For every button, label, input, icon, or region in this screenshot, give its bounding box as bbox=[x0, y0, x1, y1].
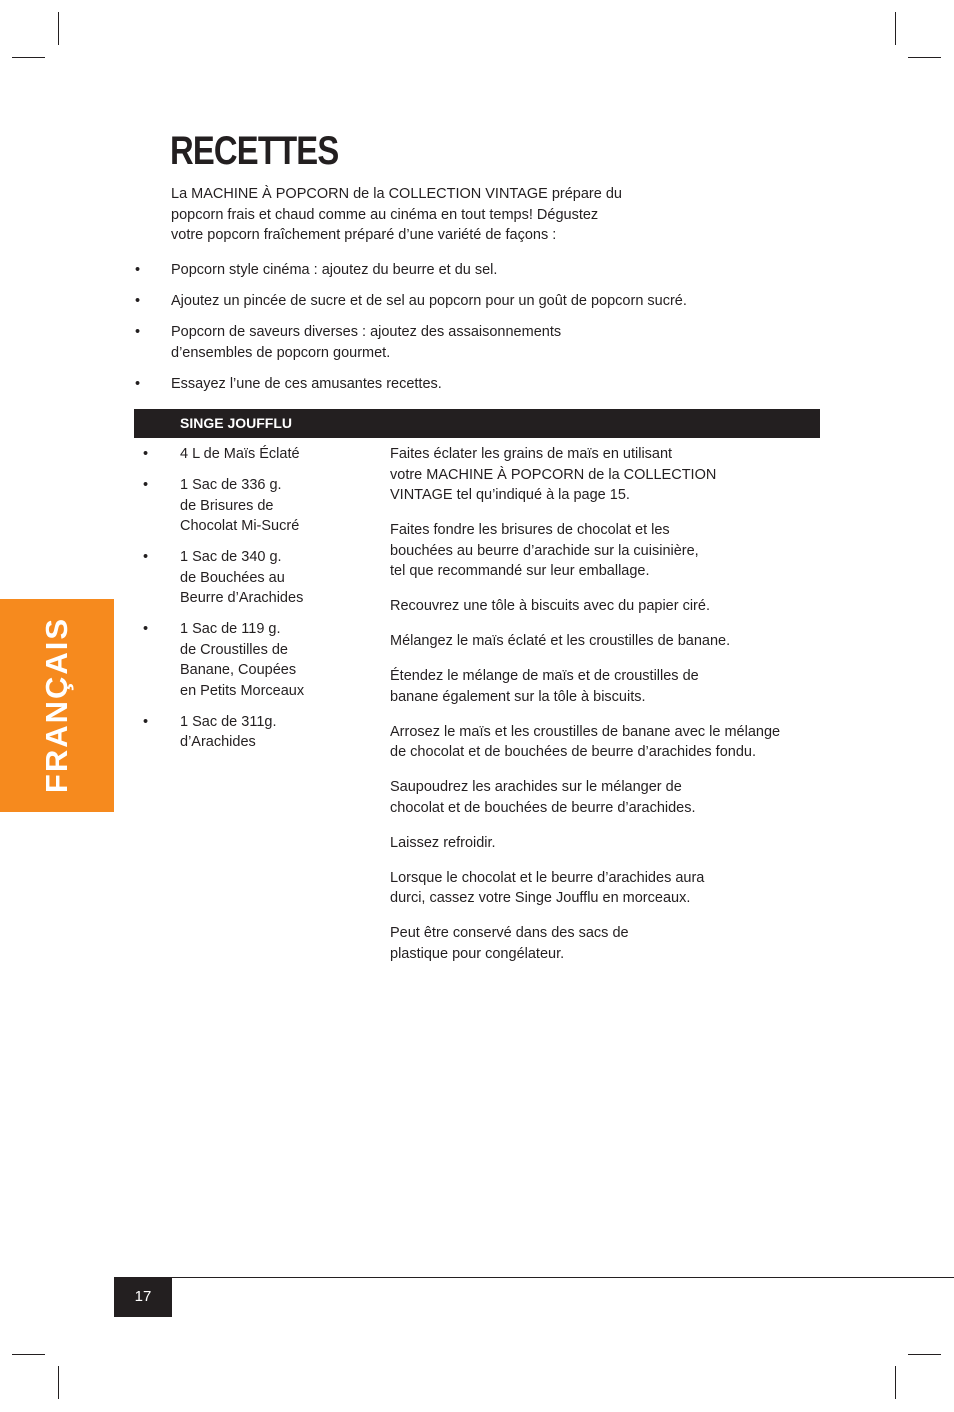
step-text: banane également sur la tôle à biscuits. bbox=[390, 688, 646, 705]
bullet-icon: • bbox=[143, 621, 149, 637]
step-text: Recouvrez une tôle à biscuits avec du papier ciré. bbox=[390, 598, 710, 614]
bullet-icon: • bbox=[143, 446, 149, 462]
bullet-icon: • bbox=[135, 293, 141, 309]
step-paragraph bbox=[390, 777, 820, 818]
tip-item bbox=[0, 374, 900, 395]
step-text: Peut être conservé dans des sacs de bbox=[390, 925, 629, 941]
ingredient-text: de Bouchées au bbox=[180, 569, 285, 586]
bullet-icon: • bbox=[135, 262, 141, 278]
tip-item bbox=[0, 291, 900, 312]
crop-mark bbox=[12, 57, 45, 58]
ingredient-text: d’Arachides bbox=[180, 734, 256, 750]
step-text: Arrosez le maïs et les croustilles de banane avec le mélange bbox=[390, 723, 781, 740]
step-text: de chocolat et de bouchées de beurre d’arachides fondu. bbox=[390, 744, 756, 760]
tip-text: Essayez l’une de ces amusantes recettes. bbox=[171, 375, 442, 392]
ingredient-text: 4 L de Maïs Éclaté bbox=[180, 446, 300, 462]
page-number-box bbox=[114, 1278, 172, 1317]
language-tab bbox=[0, 599, 114, 812]
step-paragraph bbox=[390, 923, 820, 964]
crop-mark bbox=[908, 1354, 941, 1355]
step-text: Étendez le mélange de maïs et de croustilles de bbox=[390, 668, 699, 684]
crop-mark bbox=[895, 12, 896, 45]
bullet-icon: • bbox=[143, 549, 149, 565]
step-paragraph bbox=[390, 444, 820, 506]
ingredient-text: de Brisures de bbox=[180, 497, 274, 514]
step-text: chocolat et de bouchées de beurre d’arachides. bbox=[390, 799, 696, 816]
recipe-steps bbox=[390, 444, 820, 979]
ingredient-text: de Croustilles de bbox=[180, 641, 288, 658]
step-paragraph bbox=[390, 520, 820, 582]
tip-text: Ajoutez un pincée de sucre et de sel au popcorn pour un goût de popcorn sucré. bbox=[171, 293, 687, 309]
step-text: tel que recommandé sur leur emballage. bbox=[390, 563, 650, 579]
crop-mark bbox=[895, 1366, 896, 1399]
step-paragraph bbox=[390, 833, 820, 854]
crop-mark bbox=[908, 57, 941, 58]
tip-text: d’ensembles de popcorn gourmet. bbox=[171, 344, 391, 361]
ingredient-item bbox=[0, 444, 360, 465]
crop-mark bbox=[58, 12, 59, 45]
step-text: plastique pour congélateur. bbox=[390, 945, 565, 962]
intro-line: votre popcorn fraîchement préparé d’une variété de façons : bbox=[171, 227, 557, 243]
ingredient-text: en Petits Morceaux bbox=[180, 682, 305, 699]
footer-rule bbox=[114, 1277, 954, 1278]
language-tab-label: FRANÇAIS bbox=[39, 616, 74, 794]
step-text: Saupoudrez les arachides sur le mélanger de bbox=[390, 779, 682, 795]
step-text: Faites éclater les grains de maïs en utilisant bbox=[390, 446, 673, 462]
intro-line: popcorn frais et chaud comme au cinéma en tout temps! Dégustez bbox=[171, 206, 599, 223]
page-title: RECETTES bbox=[170, 129, 339, 173]
step-text: VINTAGE tel qu’indiqué à la page 15. bbox=[390, 487, 630, 503]
step-text: Lorsque le chocolat et le beurre d’arachides aura bbox=[390, 869, 705, 886]
page-number: 17 bbox=[134, 1288, 152, 1305]
step-paragraph bbox=[390, 868, 820, 909]
tip-item bbox=[0, 260, 900, 281]
step-text: Laissez refroidir. bbox=[390, 834, 496, 851]
bullet-icon: • bbox=[135, 375, 141, 392]
tips-list bbox=[0, 260, 900, 405]
step-text: durci, cassez votre Singe Joufflu en morceaux. bbox=[390, 890, 691, 906]
recipe-header-bar bbox=[134, 409, 820, 438]
step-paragraph bbox=[390, 631, 820, 652]
ingredient-text: Banane, Coupées bbox=[180, 662, 297, 678]
ingredient-text: 1 Sac de 311g. bbox=[180, 713, 277, 730]
ingredient-text: 1 Sac de 119 g. bbox=[180, 621, 281, 637]
ingredient-text: 1 Sac de 336 g. bbox=[180, 477, 282, 493]
tip-item bbox=[0, 322, 900, 363]
bullet-icon: • bbox=[135, 324, 141, 340]
tip-text: Popcorn de saveurs diverses : ajoutez des assaisonnements bbox=[171, 324, 562, 340]
bullet-icon: • bbox=[143, 477, 149, 493]
bullet-icon: • bbox=[143, 713, 149, 730]
step-text: Faites fondre les brisures de chocolat et les bbox=[390, 522, 670, 538]
ingredient-text: Chocolat Mi-Sucré bbox=[180, 518, 300, 534]
ingredient-text: Beurre d’Arachides bbox=[180, 590, 304, 606]
tip-text: Popcorn style cinéma : ajoutez du beurre et du sel. bbox=[171, 262, 498, 278]
ingredient-item bbox=[0, 475, 360, 537]
intro-line: La MACHINE À POPCORN de la COLLECTION VINTAGE prépare du bbox=[171, 186, 622, 202]
ingredient-text: 1 Sac de 340 g. bbox=[180, 549, 282, 565]
crop-mark bbox=[12, 1354, 45, 1355]
intro-paragraph bbox=[171, 184, 671, 246]
step-text: Mélangez le maïs éclaté et les croustilles de banane. bbox=[390, 633, 731, 649]
step-text: bouchées au beurre d’arachide sur la cuisinière, bbox=[390, 542, 699, 559]
step-paragraph bbox=[390, 722, 820, 763]
step-paragraph bbox=[390, 666, 820, 707]
step-text: votre MACHINE À POPCORN de la COLLECTION bbox=[390, 466, 717, 483]
step-paragraph bbox=[390, 596, 820, 617]
recipe-title: SINGE JOUFFLU bbox=[180, 415, 293, 431]
crop-mark bbox=[58, 1366, 59, 1399]
